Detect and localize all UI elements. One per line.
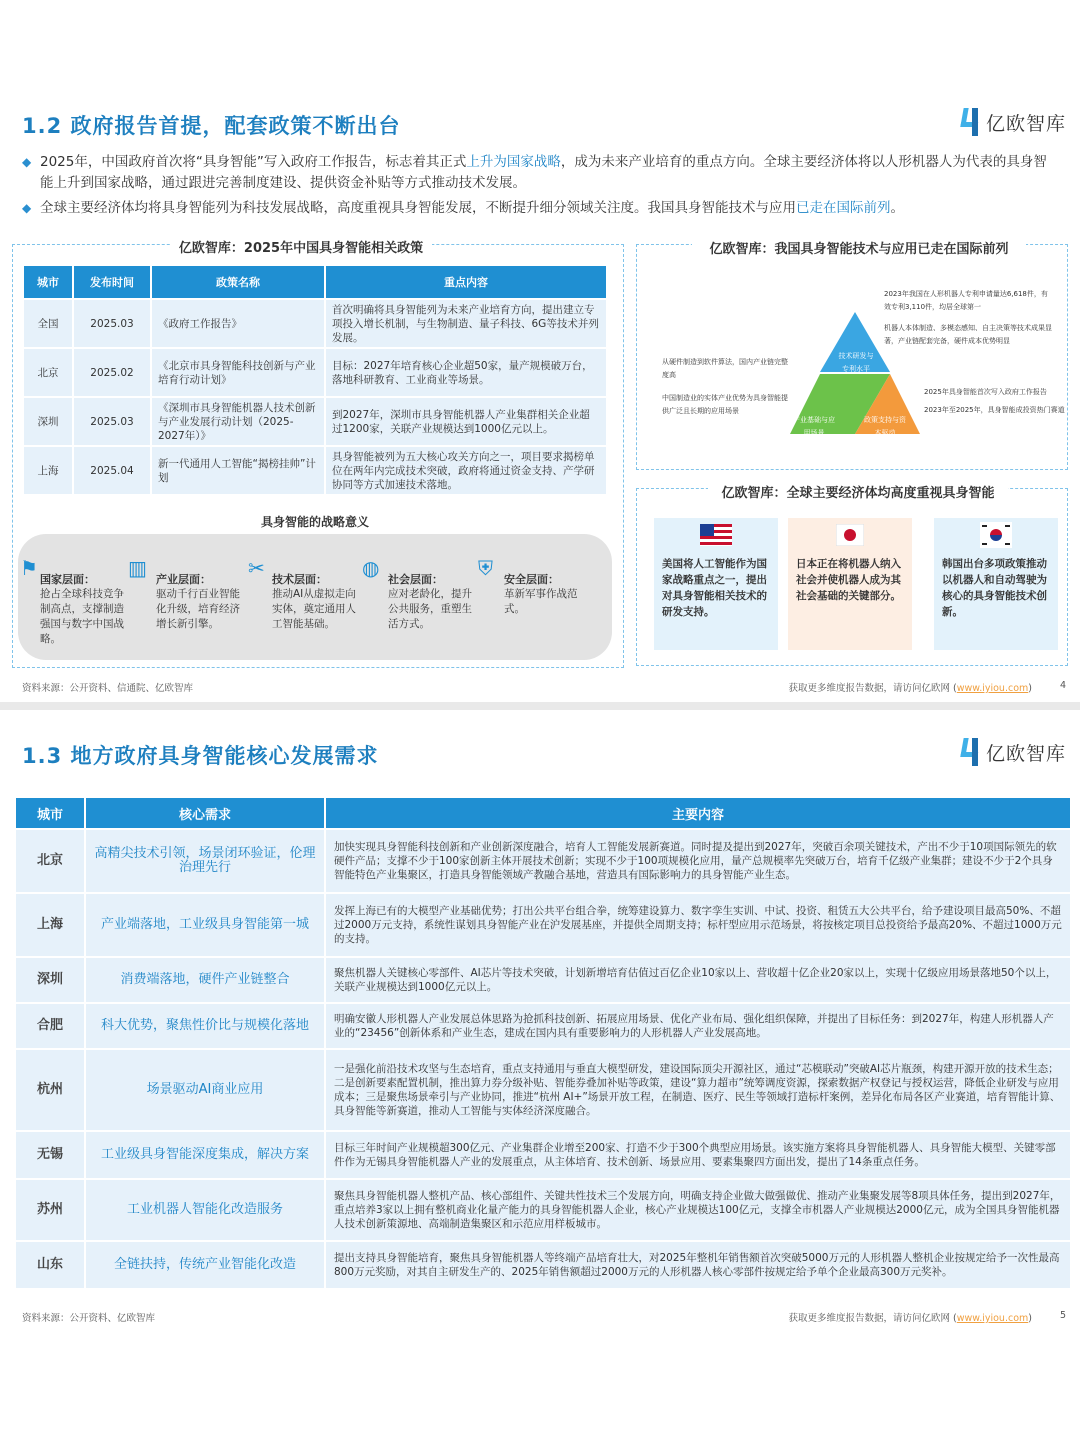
triangle-note: 中国制造业的实体产业优势为具身智能提供广泛且长期的应用场景 — [662, 394, 788, 415]
strategy-item — [40, 572, 132, 647]
cell-need: 产业端落地，工业级具身智能第一城 — [86, 894, 324, 956]
footer — [789, 680, 1032, 694]
country-card-korea — [934, 518, 1058, 650]
table-row — [24, 398, 606, 445]
table-header — [16, 798, 1070, 828]
korea-flag-icon — [980, 522, 1012, 548]
cell-content: 到2027年，深圳市具身智能机器人产业集群相关企业超过1200家，关联产业规模达到1000亿元以上。 — [326, 398, 606, 445]
cell-city: 深圳 — [24, 398, 72, 445]
cell-city: 山东 — [16, 1242, 84, 1288]
logo-text: 亿欧智库 — [985, 742, 1066, 765]
strategy-head: 国家层面： — [40, 573, 95, 586]
cell-need: 科大优势，聚焦性价比与规模化落地 — [86, 1004, 324, 1048]
bullet-1-text-b: ，成为未来产业培育的重点方向。全球主要经济体将以人形机器人为代表的具身智能上升到国家战略，通过跟进完善制度建设、提供资金补贴等方式推动技术发展。 — [40, 154, 1047, 191]
strategy-head: 技术层面： — [272, 573, 327, 586]
strategy-item — [156, 572, 248, 632]
col-key-content: 重点内容 — [326, 266, 606, 298]
strategy-body: 驱动千行百业智能化升级，培育经济增长新引擎。 — [156, 588, 240, 630]
yiou-logo-icon — [962, 108, 982, 136]
bullet-2-highlight: 已走在国际前列 — [796, 200, 891, 216]
strategy-item — [388, 572, 476, 632]
logo — [962, 738, 1066, 766]
cell-city: 全国 — [24, 300, 72, 347]
cell-city: 合肥 — [16, 1004, 84, 1048]
cell-city: 上海 — [24, 447, 72, 494]
cell-city: 苏州 — [16, 1180, 84, 1240]
col-core-demand: 核心需求 — [86, 798, 324, 828]
intl-box-title: 亿欧智库：我国具身智能技术与应用已走在国际前列 — [692, 238, 1026, 257]
strategy-head: 产业层面： — [156, 573, 211, 586]
strategy-item — [504, 572, 590, 617]
bullet-2 — [22, 198, 1060, 219]
card-text: 日本正在将机器人纳入社会并使机器人成为其社会基础的关键部分。 — [796, 558, 901, 602]
cell-need: 场景驱动AI商业应用 — [86, 1050, 324, 1130]
cell-city: 无锡 — [16, 1132, 84, 1178]
cell-policy-name: 《深圳市具身智能机器人技术创新与产业发展行动计划（2025-2027年）》 — [152, 398, 324, 445]
cell-need: 消费端落地，硬件产业链整合 — [86, 958, 324, 1002]
table-row — [16, 1050, 1070, 1130]
cell-need: 高精尖技术引领，场景闭环验证，伦理治理先行 — [86, 830, 324, 892]
cell-city: 杭州 — [16, 1050, 84, 1130]
source-note: 资料来源：公开资料、信通院、亿欧智库 — [22, 683, 194, 694]
table-row — [24, 349, 606, 396]
cell-content: 一是强化前沿技术攻坚与生态培育，重点支持通用与垂直大模型研发，建设国际顶尖开源社区，通过“芯模联动”突破AI芯片瓶颈，构建开源开放的技术生态；二是创新要素配置机制，推出算力券分级补贴、智能券叠加补贴等政策，建设“算力超市”统筹调度资源，探索数据产权登记与授权运营，降低企业研发与应用成本；三是聚焦场景牵引与产业协同，推进“杭州 AI+”场景开放工程，在制造、医疗、民生等领域打造标杆案例，差异化布局各区产业赛道，培育智能计算、具身智能等新赛道，推动人工智能与实体经济深度融合。 — [326, 1050, 1070, 1130]
triangle-note: 2023年我国在人形机器人专利申请量达6,618件，有效专利3,110件，均居全球第一 — [884, 290, 1048, 311]
col-date: 发布时间 — [74, 266, 150, 298]
cell-date: 2025.03 — [74, 398, 150, 445]
triangle-label-left: 产业基础与应用场景 — [793, 416, 835, 437]
triangle-label-right: 政策支持与资本驱动 — [864, 416, 906, 437]
col-main-content: 主要内容 — [326, 798, 1070, 828]
policy-table-header — [24, 266, 606, 298]
chart-icon: ▥ — [128, 556, 147, 580]
page-title: 1.3 地方政府具身智能核心发展需求 — [22, 744, 379, 768]
footer — [789, 1310, 1032, 1324]
cell-date: 2025.02 — [74, 349, 150, 396]
bullet-1 — [22, 152, 1060, 194]
cell-content: 目标三年时间产业规模超300亿元、产业集群企业增至200家、打造不少于300个典型应用场景。该实施方案将具身智能机器人、具身智能大模型、关键零部件作为无锡具身智能机器人产业的发展重点，从主体培育、技术创新、场景应用、要素集聚四方面出发，提出了14条重点任务。 — [326, 1132, 1070, 1178]
cell-content: 加快实现具身智能科技创新和产业创新深度融合，培育人工智能发展新赛道。同时提及提出到2027年，突破百余项关键技术，产出不少于10项国际领先的软硬件产品；支撑不少于100家创新主体开展技术创新；实现不少于100项规模化应用，量产总规模率先突破万台，培育千亿级产业集群；建设不少于2个具身智能特色产业集聚区，打造具身智能领域产教融合基地，营造具有国际影响力的具身智能产业生态。 — [326, 830, 1070, 892]
footer-text: 获取更多维度报告数据，请访问亿欧网 ( — [788, 1313, 957, 1324]
col-policy-name: 政策名称 — [152, 266, 324, 298]
report-page-4 — [0, 0, 1080, 702]
footer-text: 获取更多维度报告数据，请访问亿欧网 ( — [788, 683, 957, 694]
country-card-japan — [788, 518, 912, 650]
flag-icon: ⚑ — [20, 556, 38, 580]
strategy-body: 革新军事作战范式。 — [504, 588, 578, 615]
triangle-note: 机器人本体制造、多模态感知、自主决策等技术成果显著，产业链配套完备，硬件成本优势明显 — [884, 324, 1052, 345]
yiou-logo-icon — [962, 738, 982, 766]
local-demand-table — [14, 796, 1072, 1290]
triangle-note: 从硬件制造到软件算法，国内产业链完整度高 — [662, 358, 788, 379]
policy-table — [22, 264, 608, 496]
triangle-label-top: 技术研发与专利水平 — [838, 352, 874, 373]
cell-content: 聚焦具身智能机器人整机产品、核心部组件、关键共性技术三个发展方向，明确支持企业做大做强做优、推动产业集聚发展等8项具体任务，提出到2027年，重点培养3家以上拥有整机商业化量产能力的具身智能机器人企业，核心产业规模达100亿元，支撑全市机器人产业规模达2000亿元，成为全国具身智能机器人技术创新策源地、高端制造集聚区和示范应用样板城市。 — [326, 1180, 1070, 1240]
strategy-panel — [18, 534, 612, 660]
col-city: 城市 — [16, 798, 84, 828]
tools-icon: ✂ — [248, 556, 265, 580]
cell-city: 北京 — [24, 349, 72, 396]
cell-content: 具身智能被列为五大核心攻关方向之一，项目要求揭榜单位在两年内完成技术突破，政府将通过资金支持、产学研协同等方式加速技术落地。 — [326, 447, 606, 494]
table-row — [24, 447, 606, 494]
cell-city: 深圳 — [16, 958, 84, 1002]
cell-city: 上海 — [16, 894, 84, 956]
japan-flag-icon — [836, 524, 864, 546]
strategy-item — [272, 572, 364, 632]
cell-policy-name: 《政府工作报告》 — [152, 300, 324, 347]
strategy-body: 推动AI从虚拟走向实体，奠定通用人工智能基础。 — [272, 588, 356, 630]
shield-icon: ⛨ — [478, 556, 493, 580]
table-row — [24, 300, 606, 347]
cell-need: 工业级具身智能深度集成，解决方案 — [86, 1132, 324, 1178]
cell-date: 2025.03 — [74, 300, 150, 347]
source-note: 资料来源：公开资料、亿欧智库 — [22, 1313, 156, 1324]
footer-end: ) — [1028, 683, 1032, 694]
bullet-2-text-b: 。 — [890, 200, 904, 216]
country-card-us — [654, 518, 778, 650]
cell-content: 聚焦机器人关键核心零部件、AI芯片等技术突破，计划新增培育估值过百亿企业10家以上、营收超十亿企业20家以上，实现十亿级应用场景落地50个以上，关联产业规模达到1000亿元以上。 — [326, 958, 1070, 1002]
bullet-1-text-a: 2025年，中国政府首次将“具身智能”写入政府工作报告，标志着其正式 — [40, 154, 467, 170]
bullet-1-highlight: 上升为国家战略 — [466, 154, 561, 170]
table-row — [16, 1242, 1070, 1288]
cell-content: 首次明确将具身智能列为未来产业培育方向，提出建立专项投入增长机制，与生物制造、量子科技、6G等技术并列发展。 — [326, 300, 606, 347]
strategy-head: 社会层面： — [388, 573, 443, 586]
global-box-title: 亿欧智库：全球主要经济体均高度重视具身智能 — [708, 482, 1008, 501]
logo — [962, 108, 1066, 136]
cell-policy-name: 《北京市具身智能科技创新与产业培育行动计划》 — [152, 349, 324, 396]
triangle-note: 2025年具身智能首次写入政府工作报告 — [924, 388, 1047, 396]
card-text: 美国将人工智能作为国家战略重点之一，提出对具身智能相关技术的研发支持。 — [662, 558, 767, 618]
page-title: 1.2 政府报告首提，配套政策不断出台 — [22, 114, 401, 138]
strategy-title: 具身智能的战略意义 — [260, 515, 369, 529]
table-row — [16, 958, 1070, 1002]
table-row — [16, 1180, 1070, 1240]
page-number: 5 — [1059, 1310, 1066, 1321]
report-page-5 — [0, 710, 1080, 1440]
us-flag-icon — [700, 524, 732, 546]
cell-content: 目标：2027年培育核心企业超50家，量产规模破万台，落地科研教育、工业商业等场景。 — [326, 349, 606, 396]
strategy-body: 应对老龄化，提升公共服务，重塑生活方式。 — [388, 588, 472, 630]
footer-link[interactable]: www.iyiou.com — [956, 683, 1029, 694]
footer-link[interactable]: www.iyiou.com — [956, 1313, 1029, 1324]
bullet-2-text-a: 全球主要经济体均将具身智能列为科技发展战略，高度重视具身智能发展，不断提升细分领域关注度。我国具身智能技术与应用 — [40, 200, 796, 216]
table-row — [16, 830, 1070, 892]
table-row — [16, 1004, 1070, 1048]
policy-box-title: 亿欧智库：2025年中国具身智能相关政策 — [170, 237, 432, 256]
cell-need: 工业机器人智能化改造服务 — [86, 1180, 324, 1240]
table-row — [16, 894, 1070, 956]
cell-content: 提出支持具身智能培育，聚焦具身智能机器人等终端产品培育壮大，对2025年整机年销售额首次突破5000万元的人形机器人整机企业按规定给予一次性最高800万元奖励，对其自主研发生产的、2025年销售额超过2000万元的人形机器人核心零部件按规定给予单个企业最高300万元奖补。 — [326, 1242, 1070, 1288]
triangle-note: 2023年至2025年，具身智能成投资热门赛道 — [924, 406, 1065, 414]
globe-icon: ◍ — [362, 556, 380, 580]
logo-text: 亿欧智库 — [985, 112, 1066, 135]
cell-policy-name: 新一代通用人工智能“揭榜挂帅”计划 — [152, 447, 324, 494]
cell-content: 明确安徽人形机器人产业发展总体思路为抢抓科技创新、拓展应用场景、优化产业布局、强化组织保障，并提出了目标任务：到2027年，构建人形机器人产业的“23456”创新体系和产业生态，建成在国内具有重要影响力的人形机器人产业发展高地。 — [326, 1004, 1070, 1048]
col-city: 城市 — [24, 266, 72, 298]
footer-end: ) — [1028, 1313, 1032, 1324]
cell-city: 北京 — [16, 830, 84, 892]
cell-date: 2025.04 — [74, 447, 150, 494]
strategy-body: 抢占全球科技竞争制高点，支撑制造强国与数字中国战略。 — [40, 588, 124, 645]
card-text: 韩国出台多项政策推动以机器人和自动驾驶为核心的具身智能技术创新。 — [942, 558, 1047, 618]
cell-need: 全链扶持，传统产业智能化改造 — [86, 1242, 324, 1288]
cell-content: 发挥上海已有的大模型产业基础优势；打出公共平台组合拳，统筹建设算力、数字孪生实训、中试、投资、租赁五大公共平台，给予建设项目最高50%、不超过2000万元支持，系统性谋划具身智能产业在沪发展基座，并提供全周期支持；标杆型应用示范场景，将按核定项目总投资给予最高20%、不超过1000万元的支持。 — [326, 894, 1070, 956]
page-number: 4 — [1059, 680, 1066, 691]
strategy-head: 安全层面： — [504, 573, 559, 586]
table-row — [16, 1132, 1070, 1178]
